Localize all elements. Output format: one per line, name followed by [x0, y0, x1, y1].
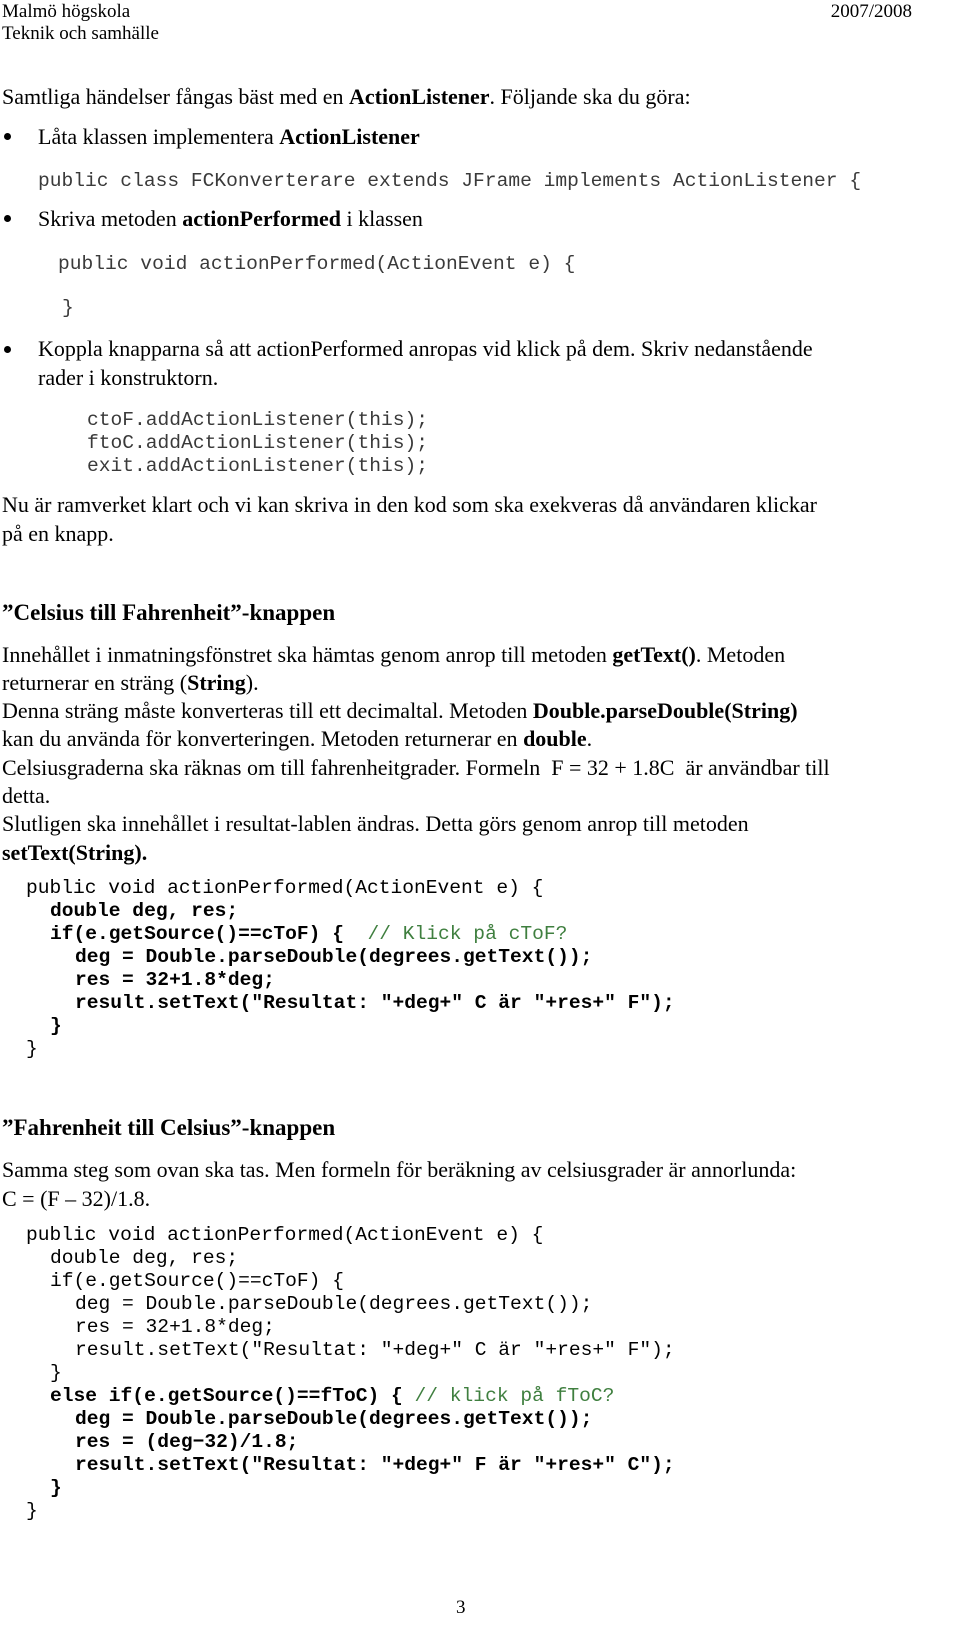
code-1-line-5: res = 32+1.8*deg; — [75, 969, 275, 991]
bold-text: String — [187, 670, 246, 695]
bullet-icon — [4, 215, 11, 222]
bullet-1-code: public class FCKonverterare extends JFrame implements ActionListener { — [38, 170, 862, 192]
bullet-2-prefix: Skriva metoden — [38, 206, 183, 231]
code-2-line-12: } — [50, 1477, 62, 1499]
text: returnerar en sträng ( — [2, 670, 188, 695]
code-1-line-6: result.setText("Resultat: "+deg+" C är "+res+" F"); — [75, 992, 675, 1014]
code-2-line-5: res = 32+1.8*deg; — [75, 1316, 275, 1338]
section-1-paragraph-line-4 — [2, 724, 592, 753]
section-1-paragraph-line-6: detta. — [2, 783, 51, 808]
bullet-3-code-line-2: ftoC.addActionListener(this); — [87, 432, 428, 454]
code-2-line-13: } — [26, 1500, 38, 1522]
bullet-3-code-line-3: exit.addActionListener(this); — [87, 455, 428, 477]
text: . Metoden — [695, 642, 786, 667]
bullet-1-prefix: Låta klassen implementera — [38, 124, 280, 149]
section-1-paragraph-line-5: Celsiusgraderna ska räknas om till fahrenheitgrader. Formeln F = 32 + 1.8C är användbar till — [2, 755, 830, 780]
conclusion-line-2: på en knapp. — [2, 521, 114, 546]
code-comment: // klick på fToC? — [414, 1385, 615, 1407]
bullet-icon — [4, 346, 11, 353]
bullet-2-code-line-2: } — [62, 297, 74, 319]
section-2-paragraph-line-1: Samma steg som ovan ska tas. Men formeln för beräkning av celsiusgrader är annorlunda: — [2, 1157, 797, 1182]
code-2-line-2: double deg, res; — [50, 1247, 239, 1269]
bullet-2-suffix: i klassen — [341, 206, 423, 231]
code-text: else if(e.getSource()==fToC) { — [50, 1385, 415, 1407]
code-2-line-8 — [50, 1385, 614, 1409]
section-1-paragraph-line-2 — [2, 668, 259, 697]
intro-text: Samtliga händelser fångas bäst med en — [2, 84, 350, 109]
bullet-3-line-1: Koppla knapparna så att actionPerformed anropas vid klick på dem. Skriv nedanstående — [38, 336, 813, 361]
section-2-paragraph-line-2: C = (F – 32)/1.8. — [2, 1186, 151, 1211]
header-year: 2007/2008 — [830, 1, 912, 22]
bullet-3-code-line-1: ctoF.addActionListener(this); — [87, 409, 428, 431]
code-1-line-4: deg = Double.parseDouble(degrees.getText()); — [75, 946, 593, 968]
bullet-2-code-line-1: public void actionPerformed(ActionEvent e) { — [58, 253, 576, 275]
text: kan du använda för konverteringen. Metoden returnerar en — [2, 726, 524, 751]
code-2-line-9: deg = Double.parseDouble(degrees.getText()); — [75, 1408, 593, 1430]
code-1-line-8: } — [26, 1038, 38, 1060]
code-2-line-7: } — [50, 1362, 62, 1384]
intro-suffix: . Följande ska du göra: — [489, 84, 691, 109]
section-1-heading: ”Celsius till Fahrenheit”-knappen — [2, 600, 336, 625]
page-number: 3 — [456, 1597, 466, 1618]
bold-text: Double.parseDouble(String) — [532, 698, 798, 723]
text: Innehållet i inmatningsfönstret ska hämtas genom anrop till metoden — [2, 642, 613, 667]
bullet-icon — [4, 133, 11, 140]
code-2-line-11: result.setText("Resultat: "+deg+" F är "+res+" C"); — [75, 1454, 675, 1476]
conclusion-line-1: Nu är ramverket klart och vi kan skriva in den kod som ska exekveras då användaren klickar — [2, 492, 817, 517]
bullet-3-line-2: rader i konstruktorn. — [38, 365, 219, 390]
section-1-paragraph-line-3 — [2, 696, 798, 725]
code-2-line-4: deg = Double.parseDouble(degrees.getText()); — [75, 1293, 593, 1315]
section-1-paragraph-line-8: setText(String). — [2, 840, 148, 865]
bold-text: getText() — [612, 642, 696, 667]
text: . — [586, 726, 593, 751]
header-department: Teknik och samhälle — [2, 23, 159, 44]
code-text: if(e.getSource()==cToF) { — [50, 923, 368, 945]
section-2-heading: ”Fahrenheit till Celsius”-knappen — [2, 1115, 336, 1140]
code-2-line-6: result.setText("Resultat: "+deg+" C är "+res+" F"); — [75, 1339, 675, 1361]
bullet-2-text — [38, 204, 423, 233]
intro-paragraph — [2, 82, 691, 111]
text: ). — [245, 670, 259, 695]
bold-text: double — [523, 726, 587, 751]
code-2-line-10: res = (deg−32)/1.8; — [75, 1431, 299, 1453]
section-1-paragraph-line-7: Slutligen ska innehållet i resultat-lablen ändras. Detta görs genom anrop till metoden — [2, 811, 749, 836]
code-2-line-3: if(e.getSource()==cToF) { — [50, 1270, 344, 1292]
code-1-line-1: public void actionPerformed(ActionEvent e) { — [26, 877, 544, 899]
bullet-1-bold: ActionListener — [279, 124, 420, 149]
code-1-line-2: double deg, res; — [50, 900, 239, 922]
text: Denna sträng måste konverteras till ett decimaltal. Metoden — [2, 698, 533, 723]
code-2-line-1: public void actionPerformed(ActionEvent e) { — [26, 1224, 544, 1246]
code-comment: // Klick på cToF? — [367, 923, 568, 945]
section-1-paragraph-line-1 — [2, 640, 785, 669]
bullet-2-bold: actionPerformed — [182, 206, 342, 231]
header-school: Malmö högskola — [2, 1, 131, 22]
code-1-line-7: } — [50, 1015, 62, 1037]
bullet-1-text — [38, 122, 420, 151]
code-1-line-3 — [50, 923, 567, 947]
intro-bold: ActionListener — [349, 84, 490, 109]
